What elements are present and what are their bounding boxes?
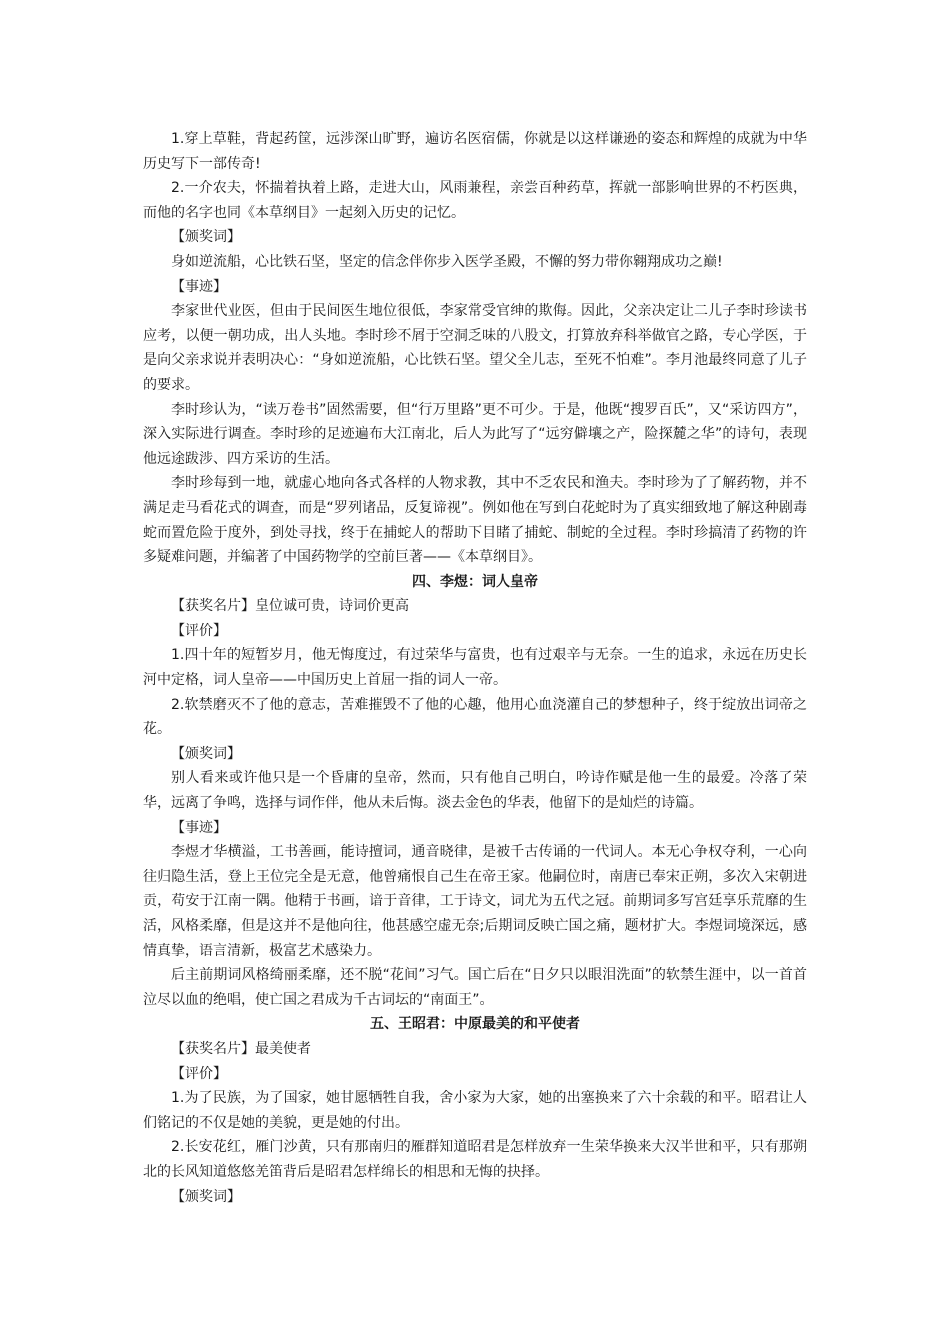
paragraph: 李时珍认为，“读万卷书”固然需要，但“行万里路”更不可少。于是，他既“搜罗百氏”，又“采访四方”，深入实际进行调查。李时珍的足迹遍布大江南北，后人为此写了“远穷僻壤之产，险探麓之华”的诗句，表现他远途跋涉、四方采访的生活。 (143, 401, 807, 467)
section-label: 【颁奖词】 (171, 745, 241, 762)
section-label: 【颁奖词】 (171, 229, 241, 246)
section-label: 【评价】 (171, 622, 227, 639)
paragraph: 2.长安花红，雁门沙黄，只有那南归的雁群知道昭君是怎样放弃一生荣华换来大汉半世和平，只有那朔北的长风知道悠悠羌笛背后是昭君怎样绵长的相思和无悔的抉择。 (143, 1139, 807, 1180)
paragraph: 身如逆流船，心比铁石坚，坚定的信念伴你步入医学圣殿，不懈的努力带你翱翔成功之巅! (171, 253, 723, 270)
section-heading: 五、王昭君：中原最美的和平使者 (370, 1016, 580, 1033)
section-label: 【颁奖词】 (171, 1188, 241, 1205)
paragraph: 2.一介农夫，怀揣着执着上路，走进大山，风雨兼程，亲尝百种药草，挥就一部影响世界的不朽医典，而他的名字也同《本草纲目》一起刻入历史的记忆。 (143, 180, 807, 221)
award-card-line: 【获奖名片】皇位诚可贵，诗词价更高 (171, 598, 409, 615)
paragraph: 2.软禁磨灭不了他的意志，苦难摧毁不了他的心趣，他用心血浇灌自己的梦想种子，终于绽放出词帝之花。 (143, 696, 807, 738)
section-label: 【评价】 (171, 1065, 227, 1082)
paragraph: 1.四十年的短暂岁月，他无悔度过，有过荣华与富贵，也有过艰辛与无奈。一生的追求，永远在历史长河中定格，词人皇帝——中国历史上首屈一指的词人一帝。 (143, 647, 807, 689)
document-body (143, 127, 807, 1209)
paragraph: 李家世代业医，但由于民间医生地位很低，李家常受官绅的欺侮。因此，父亲决定让二儿子李时珍读书应考，以便一朝功成，出人头地。李时珍不屑于空洞乏味的八股文，打算放弃科举做官之路，专心学医，于是向父亲求说并表明决心：“身如逆流船，心比铁石坚。望父全儿志，至死不怕难”。李月池最终同意了儿子的要求。 (143, 303, 807, 393)
paragraph: 1.穿上草鞋，背起药筐，远涉深山旷野，遍访名医宿儒，你就是以这样谦逊的姿态和辉煌的成就为中华历史写下一部传奇! (143, 131, 807, 172)
section-heading: 四、李煜：词人皇帝 (412, 573, 538, 590)
paragraph: 李时珍每到一地，就虚心地向各式各样的人物求教，其中不乏农民和渔夫。李时珍为了了解药物，并不满足走马看花式的调查，而是“罗列诸品，反复谛视”。例如他在写到白花蛇时为了真实细致地了解这种剧毒蛇而置危险于度外，到处寻找，终于在捕蛇人的帮助下目睹了捕蛇、制蛇的全过程。李时珍搞清了药物的许多疑难问题，并编著了中国药物学的空前巨著——《本草纲目》。 (143, 475, 807, 566)
award-card-line: 【获奖名片】最美使者 (171, 1040, 311, 1057)
paragraph: 1.为了民族，为了国家，她甘愿牺牲自我，舍小家为大家，她的出塞换来了六十余载的和平。昭君让人们铭记的不仅是她的美貌，更是她的付出。 (143, 1090, 807, 1131)
section-label: 【事迹】 (171, 278, 227, 295)
paragraph: 李煜才华横溢，工书善画，能诗擅词，通音晓律，是被千古传诵的一代词人。本无心争权夺利，一心向往归隐生活，登上王位完全是无意，他曾痛恨自己生在帝王家。他嗣位时，南唐已奉宋正朔，多次入宋朝进贡，苟安于江南一隅。他精于书画，谙于音律，工于诗文，词尤为五代之冠。前期词多写宫廷享乐荒靡的生活，风格柔靡，但是这并不是他向往，他甚感空虚无奈;后期词反映亡国之痛，题材扩大。李煜词境深远，感情真挚，语言清新，极富艺术感染力。 (143, 844, 807, 959)
paragraph: 后主前期词风格绮丽柔靡，还不脱“花间”习气。国亡后在“日夕只以眼泪洗面”的软禁生涯中，以一首首泣尽以血的绝唱，使亡国之君成为千古词坛的“南面王”。 (143, 967, 807, 1008)
paragraph: 别人看来或许他只是一个昏庸的皇帝，然而，只有他自己明白，吟诗作赋是他一生的最爱。冷落了荣华，远离了争鸣，选择与词作伴，他从未后悔。淡去金色的华表，他留下的是灿烂的诗篇。 (143, 770, 807, 812)
section-label: 【事迹】 (171, 819, 227, 836)
